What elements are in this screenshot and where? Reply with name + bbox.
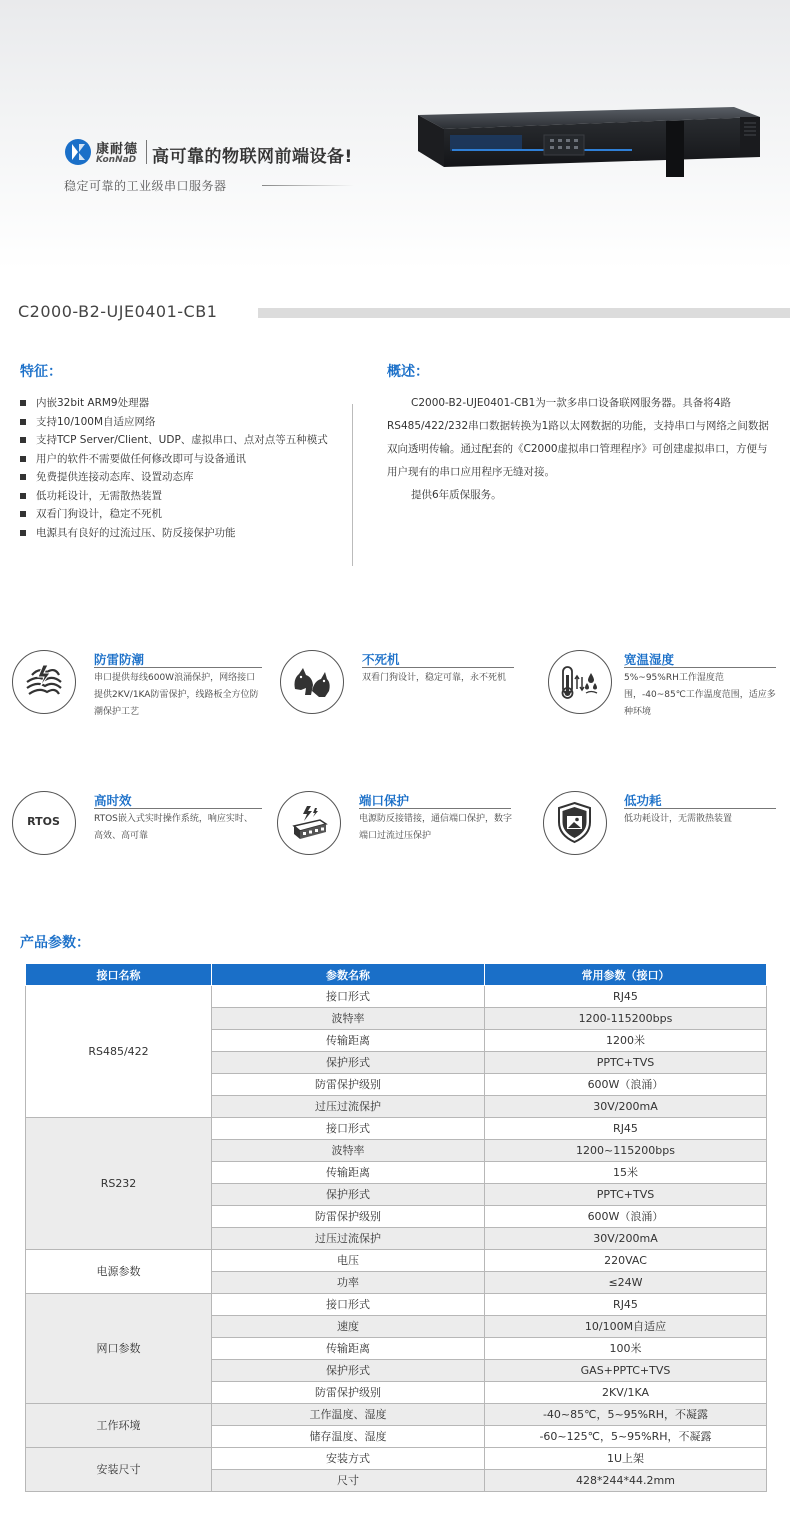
feature-card-circle <box>280 650 344 714</box>
group-name-cell: 工作环境 <box>26 1404 212 1448</box>
table-row <box>26 1404 767 1426</box>
table-row <box>26 986 767 1008</box>
table-row <box>26 1250 767 1272</box>
param-value-cell: PPTC+TVS <box>485 1184 767 1206</box>
watchdog-icon <box>285 655 338 708</box>
table-header-cell: 常用参数（接口） <box>485 964 767 986</box>
sub-slogan-line <box>262 185 354 186</box>
terminal-block-icon <box>282 796 335 849</box>
param-value-cell: PPTC+TVS <box>485 1052 767 1074</box>
param-value-cell: -40~85℃，5~95%RH，不凝露 <box>485 1404 767 1426</box>
param-name-cell: 安装方式 <box>212 1448 485 1470</box>
param-name-cell: 传输距离 <box>212 1162 485 1184</box>
brand-name-en: KonNaD <box>96 155 137 165</box>
brand-name-cn: 康耐德 <box>96 142 139 157</box>
header-banner <box>0 0 790 270</box>
table-header-cell: 参数名称 <box>212 964 485 986</box>
konnad-logo-icon <box>64 138 92 166</box>
overview-title: 概述： <box>387 364 429 380</box>
feature-card-circle <box>548 650 612 714</box>
feature-card-title: 宽温湿度 <box>624 652 675 667</box>
feature-card-desc: 双看门狗设计，稳定可靠，永不死机 <box>362 673 507 683</box>
feature-item: 支持TCP Server/Client、UDP、虚拟串口、点对点等五种模式 <box>20 431 340 450</box>
lightning-shield-icon <box>17 655 70 708</box>
feature-item: 支持10/100M自适应网络 <box>20 413 340 432</box>
model-title-bar <box>258 308 790 318</box>
param-value-cell: -60~125℃，5~95%RH，不凝露 <box>485 1426 767 1448</box>
feature-card-desc: 串口提供每线600W浪涌保护，网络接口提供2KV/1KA防雷保护，线路板全方位防潮保护工艺 <box>94 673 259 717</box>
param-value-cell: 30V/200mA <box>485 1096 767 1118</box>
table-header-row <box>26 964 767 986</box>
overview-paragraph: 提供6年质保服务。 <box>411 489 502 501</box>
feature-card-underline <box>624 808 776 809</box>
param-value-cell: 220VAC <box>485 1250 767 1272</box>
param-name-cell: 传输距离 <box>212 1030 485 1052</box>
feature-card-circle <box>12 650 76 714</box>
param-name-cell: 速度 <box>212 1316 485 1338</box>
param-name-cell: 功率 <box>212 1272 485 1294</box>
param-value-cell: 10/100M自适应 <box>485 1316 767 1338</box>
param-name-cell: 电压 <box>212 1250 485 1272</box>
param-value-cell: 1200-115200bps <box>485 1008 767 1030</box>
feature-item: 电源具有良好的过流过压、防反接保护功能 <box>20 524 340 543</box>
shield-chip-icon <box>548 796 601 849</box>
param-value-cell: 100米 <box>485 1338 767 1360</box>
param-value-cell: 1200米 <box>485 1030 767 1052</box>
overview-text <box>387 392 773 507</box>
features-title: 特征： <box>20 364 62 380</box>
param-value-cell: 2KV/1KA <box>485 1382 767 1404</box>
param-name-cell: 接口形式 <box>212 986 485 1008</box>
param-name-cell: 保护形式 <box>212 1052 485 1074</box>
params-table <box>25 963 767 1492</box>
param-value-cell: RJ45 <box>485 986 767 1008</box>
feature-item: 免费提供连接动态库、设置动态库 <box>20 468 340 487</box>
param-name-cell: 过压过流保护 <box>212 1228 485 1250</box>
param-value-cell: 1200~115200bps <box>485 1140 767 1162</box>
feature-card-circle <box>277 791 341 855</box>
param-value-cell: 428*244*44.2mm <box>485 1470 767 1492</box>
overview-paragraph: C2000-B2-UJE0401-CB1为一款多串口设备联网服务器。具备将4路RS485/422/232串口数据转换为1路以太网数据的功能，支持串口与网络之间数据双向透明传输。通过配套的《C2000虚拟串口管理程序》可创建虚拟串口，方便与用户现有的串口应用程序无缝对接。 <box>387 397 769 478</box>
param-value-cell: GAS+PPTC+TVS <box>485 1360 767 1382</box>
table-header-cell: 接口名称 <box>26 964 212 986</box>
param-value-cell: 1U上架 <box>485 1448 767 1470</box>
thermometer-icon <box>553 655 606 708</box>
table-row <box>26 1118 767 1140</box>
param-name-cell: 传输距离 <box>212 1338 485 1360</box>
param-name-cell: 接口形式 <box>212 1294 485 1316</box>
param-name-cell: 工作温度、湿度 <box>212 1404 485 1426</box>
group-name-cell: 安装尺寸 <box>26 1448 212 1492</box>
feature-card-title: 高时效 <box>94 793 132 808</box>
feature-card-underline <box>94 808 262 809</box>
table-row <box>26 1294 767 1316</box>
device-image <box>414 105 764 183</box>
feature-card-underline <box>624 667 776 668</box>
param-value-cell: RJ45 <box>485 1294 767 1316</box>
rtos-icon-text: RTOS <box>27 815 60 828</box>
feature-card-desc: RTOS嵌入式实时操作系统，响应实时、高效、高可靠 <box>94 814 253 841</box>
slogan: 高可靠的物联网前端设备! <box>152 147 353 167</box>
group-name-cell: RS232 <box>26 1118 212 1250</box>
feature-card-title: 防雷防潮 <box>94 652 145 667</box>
feature-card-title: 低功耗 <box>624 793 662 808</box>
feature-card-desc: 5%~95%RH工作湿度范围，-40~85℃工作温度范围，适应多种环境 <box>624 673 776 717</box>
features-list <box>20 394 340 542</box>
param-name-cell: 波特率 <box>212 1008 485 1030</box>
param-name-cell: 过压过流保护 <box>212 1096 485 1118</box>
group-name-cell: 电源参数 <box>26 1250 212 1294</box>
feature-card-desc: 电源防反接错接，通信端口保护，数字端口过流过压保护 <box>359 814 513 841</box>
param-value-cell: 15米 <box>485 1162 767 1184</box>
params-title: 产品参数： <box>20 935 90 951</box>
param-name-cell: 接口形式 <box>212 1118 485 1140</box>
param-name-cell: 防雷保护级别 <box>212 1206 485 1228</box>
group-name-cell: RS485/422 <box>26 986 212 1118</box>
brand-divider <box>146 140 147 164</box>
sub-slogan: 稳定可靠的工业级串口服务器 <box>64 179 227 193</box>
model-title: C2000-B2-UJE0401-CB1 <box>18 302 218 321</box>
feature-item: 低功耗设计，无需散热装置 <box>20 487 340 506</box>
feature-card-underline <box>94 667 262 668</box>
param-name-cell: 波特率 <box>212 1140 485 1162</box>
param-name-cell: 保护形式 <box>212 1360 485 1382</box>
param-name-cell: 防雷保护级别 <box>212 1382 485 1404</box>
param-value-cell: ≤24W <box>485 1272 767 1294</box>
feature-item: 双看门狗设计，稳定不死机 <box>20 505 340 524</box>
param-value-cell: 600W（浪涌） <box>485 1074 767 1096</box>
group-name-cell: 网口参数 <box>26 1294 212 1404</box>
param-name-cell: 保护形式 <box>212 1184 485 1206</box>
param-value-cell: RJ45 <box>485 1118 767 1140</box>
feature-card-desc: 低功耗设计，无需散热装置 <box>624 814 733 824</box>
feature-card-circle <box>543 791 607 855</box>
feature-card-title: 不死机 <box>362 652 400 667</box>
section-divider <box>352 404 353 566</box>
feature-item: 用户的软件不需要做任何修改即可与设备通讯 <box>20 450 340 469</box>
feature-card-underline <box>359 808 511 809</box>
table-row <box>26 1448 767 1470</box>
param-name-cell: 防雷保护级别 <box>212 1074 485 1096</box>
param-value-cell: 30V/200mA <box>485 1228 767 1250</box>
feature-card-underline <box>362 667 514 668</box>
param-value-cell: 600W（浪涌） <box>485 1206 767 1228</box>
feature-card-title: 端口保护 <box>359 793 410 808</box>
param-name-cell: 尺寸 <box>212 1470 485 1492</box>
param-name-cell: 储存温度、湿度 <box>212 1426 485 1448</box>
feature-item: 内嵌32bit ARM9处理器 <box>20 394 340 413</box>
rtos-icon <box>17 796 70 849</box>
feature-card-circle <box>12 791 76 855</box>
